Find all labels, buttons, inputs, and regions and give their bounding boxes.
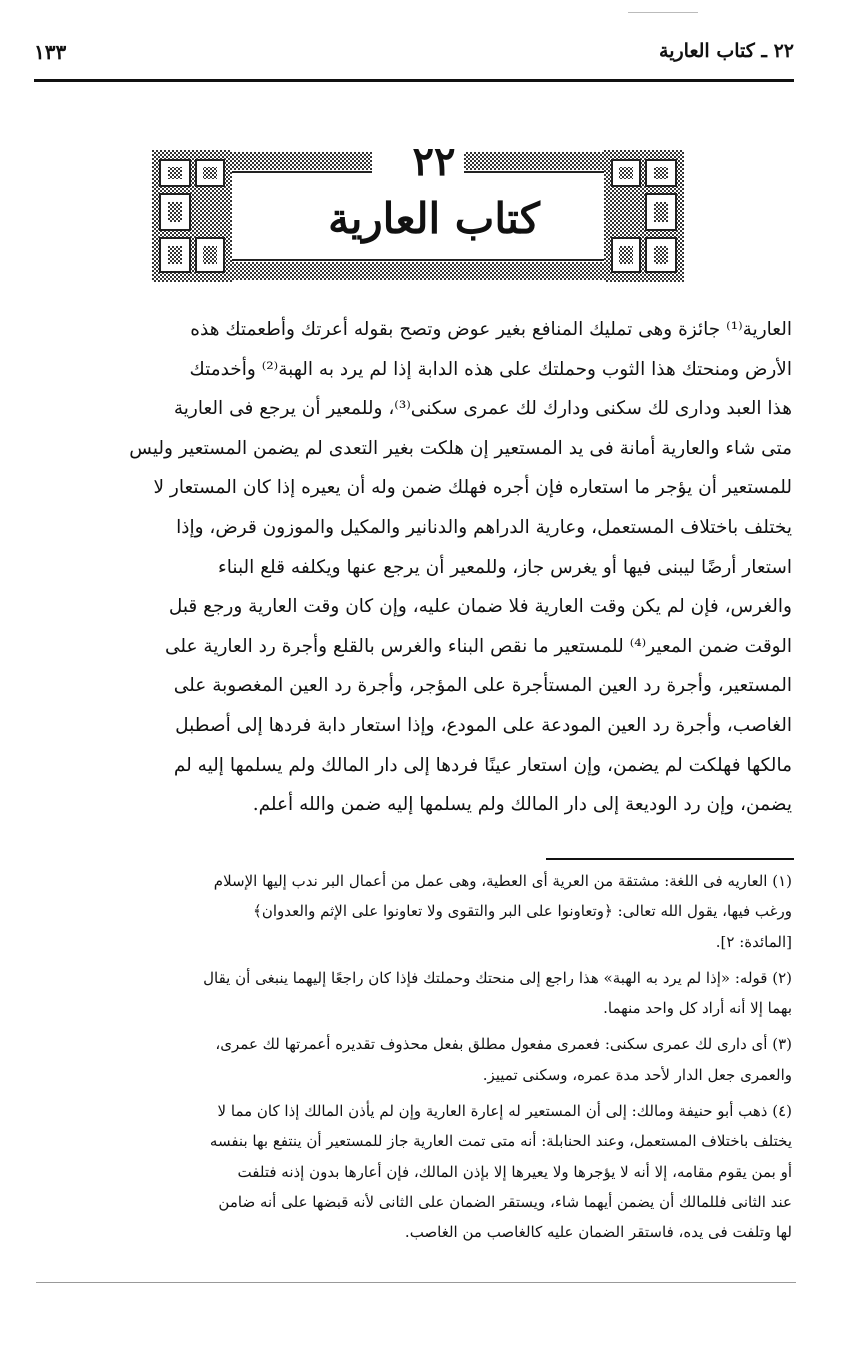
footnote-line: (٣) أى دارى لك عمرى سكنى: فعمرى مفعول مطلق بفعل محذوف تقديره أعمرتها لك عمرى، [215, 1035, 792, 1054]
text-line: استعار أرضًا ليبنى فيها أو يغرس جاز، وللمعير أن يرجع عنها ويكلفه قلع البناء [218, 556, 792, 578]
scan-mark [628, 12, 698, 13]
page-number: ١٣٣ [34, 40, 67, 64]
text-line: والغرس، فإن لم يكن وقت العارية فلا ضمان عليه، وإن كان وقت العارية ورجع قبل [168, 596, 792, 618]
text-line: الوقت ضمن المعير⁽⁴⁾ للمستعير ما نقص البناء والغرس بالقلع وأجرة رد العارية على [164, 635, 792, 657]
footnote-4 [44, 1096, 792, 1247]
text-line: مالكها فهلكت لم يضمن، وإن استعار عينًا فردها إلى دار المالك ولم يسلمها إليه لم [173, 754, 792, 776]
text-line: يختلف باختلاف المستعمل، وعارية الدراهم والدنانير والمكيل والموزون قرض، وإذا [176, 516, 792, 538]
text-line: العارية⁽¹⁾ جائزة وهى تمليك المنافع بغير عوض وتصح بقوله أعرتك وأطعمتك هذه [190, 319, 792, 340]
text-line: للمستعير أن يؤجر ما استعاره فإن أجره فهلك ضمن وله أن يعيره إذا كان المستعار لا [153, 477, 792, 499]
footnote-line: (١) العاريه فى اللغة: مشتقة من العرية أى العطية، وهى عمل من أعمال البر ندب إليها الإسلام [213, 872, 792, 890]
chapter-title: كتاب العارية [328, 194, 540, 243]
footnote-line: والعمرى جعل الدار لأحد مدة عمره، وسكنى تمييز. [482, 1065, 792, 1084]
text-line: متى شاء والعارية أمانة فى يد المستعير إن هلكت بغير التعدى لم يضمن المستعير وليس [129, 437, 792, 459]
text-line: الغاصب، وأجرة رد العين المودعة على المودع، وإذا استعار دابة فردها إلى أصطبل [175, 714, 792, 736]
text-line: يضمن، وإن رد الوديعة إلى دار المالك ولم يسلمها إليه ضمن والله أعلم. [252, 794, 792, 816]
footnote-line: ورغب فيها، يقول الله تعالى: ﴿وتعاونوا على البر والتقوى ولا تعاونوا على الإثم والعدوان﴾ [253, 902, 792, 921]
footnote-line: (٤) ذهب أبو حنيفة ومالك: إلى أن المستعير له إعارة العارية وإن لم يأذن المالك إذا كان مما لا [217, 1102, 792, 1121]
footnote-line: عند الثانى فللمالك أن يضمن أيهما شاء، ويستقر الضمان على الثانى لأنه قبضها على أنه ضامن [218, 1192, 792, 1211]
footnotes [44, 866, 792, 1248]
footnote-3 [44, 1029, 792, 1090]
text-line: هذا العبد ودارى لك سكنى ودارك لك عمرى سكنى⁽³⁾، وللمعير أن يرجع فى العارية [173, 398, 792, 420]
bottom-rule [36, 1282, 796, 1283]
text-line: المستعير، وأجرة رد العين المستأجرة على المؤجر، وأجرة رد العين المغصوبة على [173, 675, 792, 697]
footnote-line: (٢) قوله: «إذا لم يرد به الهبة» هذا راجع إلى منحتك وحملتك فإذا كان راجعًا إليهما ينبغى أن يقال [203, 968, 792, 987]
footnote-line: [المائدة: ٢]. [715, 932, 792, 951]
footnote-line: لها وتلفت فى يده، فاستقر الضمان عليه كالغاصب من الغاصب. [404, 1223, 792, 1242]
page-header [34, 36, 794, 76]
footnote-line: بهما إلا أنه أراد كل واحد منهما. [603, 999, 792, 1018]
ornament-bottom-band [232, 262, 604, 280]
footnote-rule [546, 858, 794, 860]
chapter-number: ٢٢ [412, 138, 456, 185]
running-title: ٢٢ ـ كتاب العارية [659, 40, 794, 62]
text-line: الأرض ومنحتك هذا الثوب وحملتك على هذه الدابة إذا لم يرد به الهبة⁽²⁾ وأخدمتك [189, 358, 792, 380]
footnote-1 [44, 866, 792, 957]
footnote-line: أو بمن يقوم مقامه، إلا أنه لا يؤجرها ولا يعيرها إلا بإذن المالك، فإن أعارها بدون إذنه فتلفت [237, 1162, 792, 1181]
header-rule [34, 79, 794, 82]
footnote-line: يختلف باختلاف المستعمل، وعند الحنابلة: أنه متى تمت العارية جاز للمستعير أن ينتفع بها بنفسه [209, 1132, 792, 1151]
main-text [44, 310, 792, 825]
footnote-2 [44, 963, 792, 1024]
